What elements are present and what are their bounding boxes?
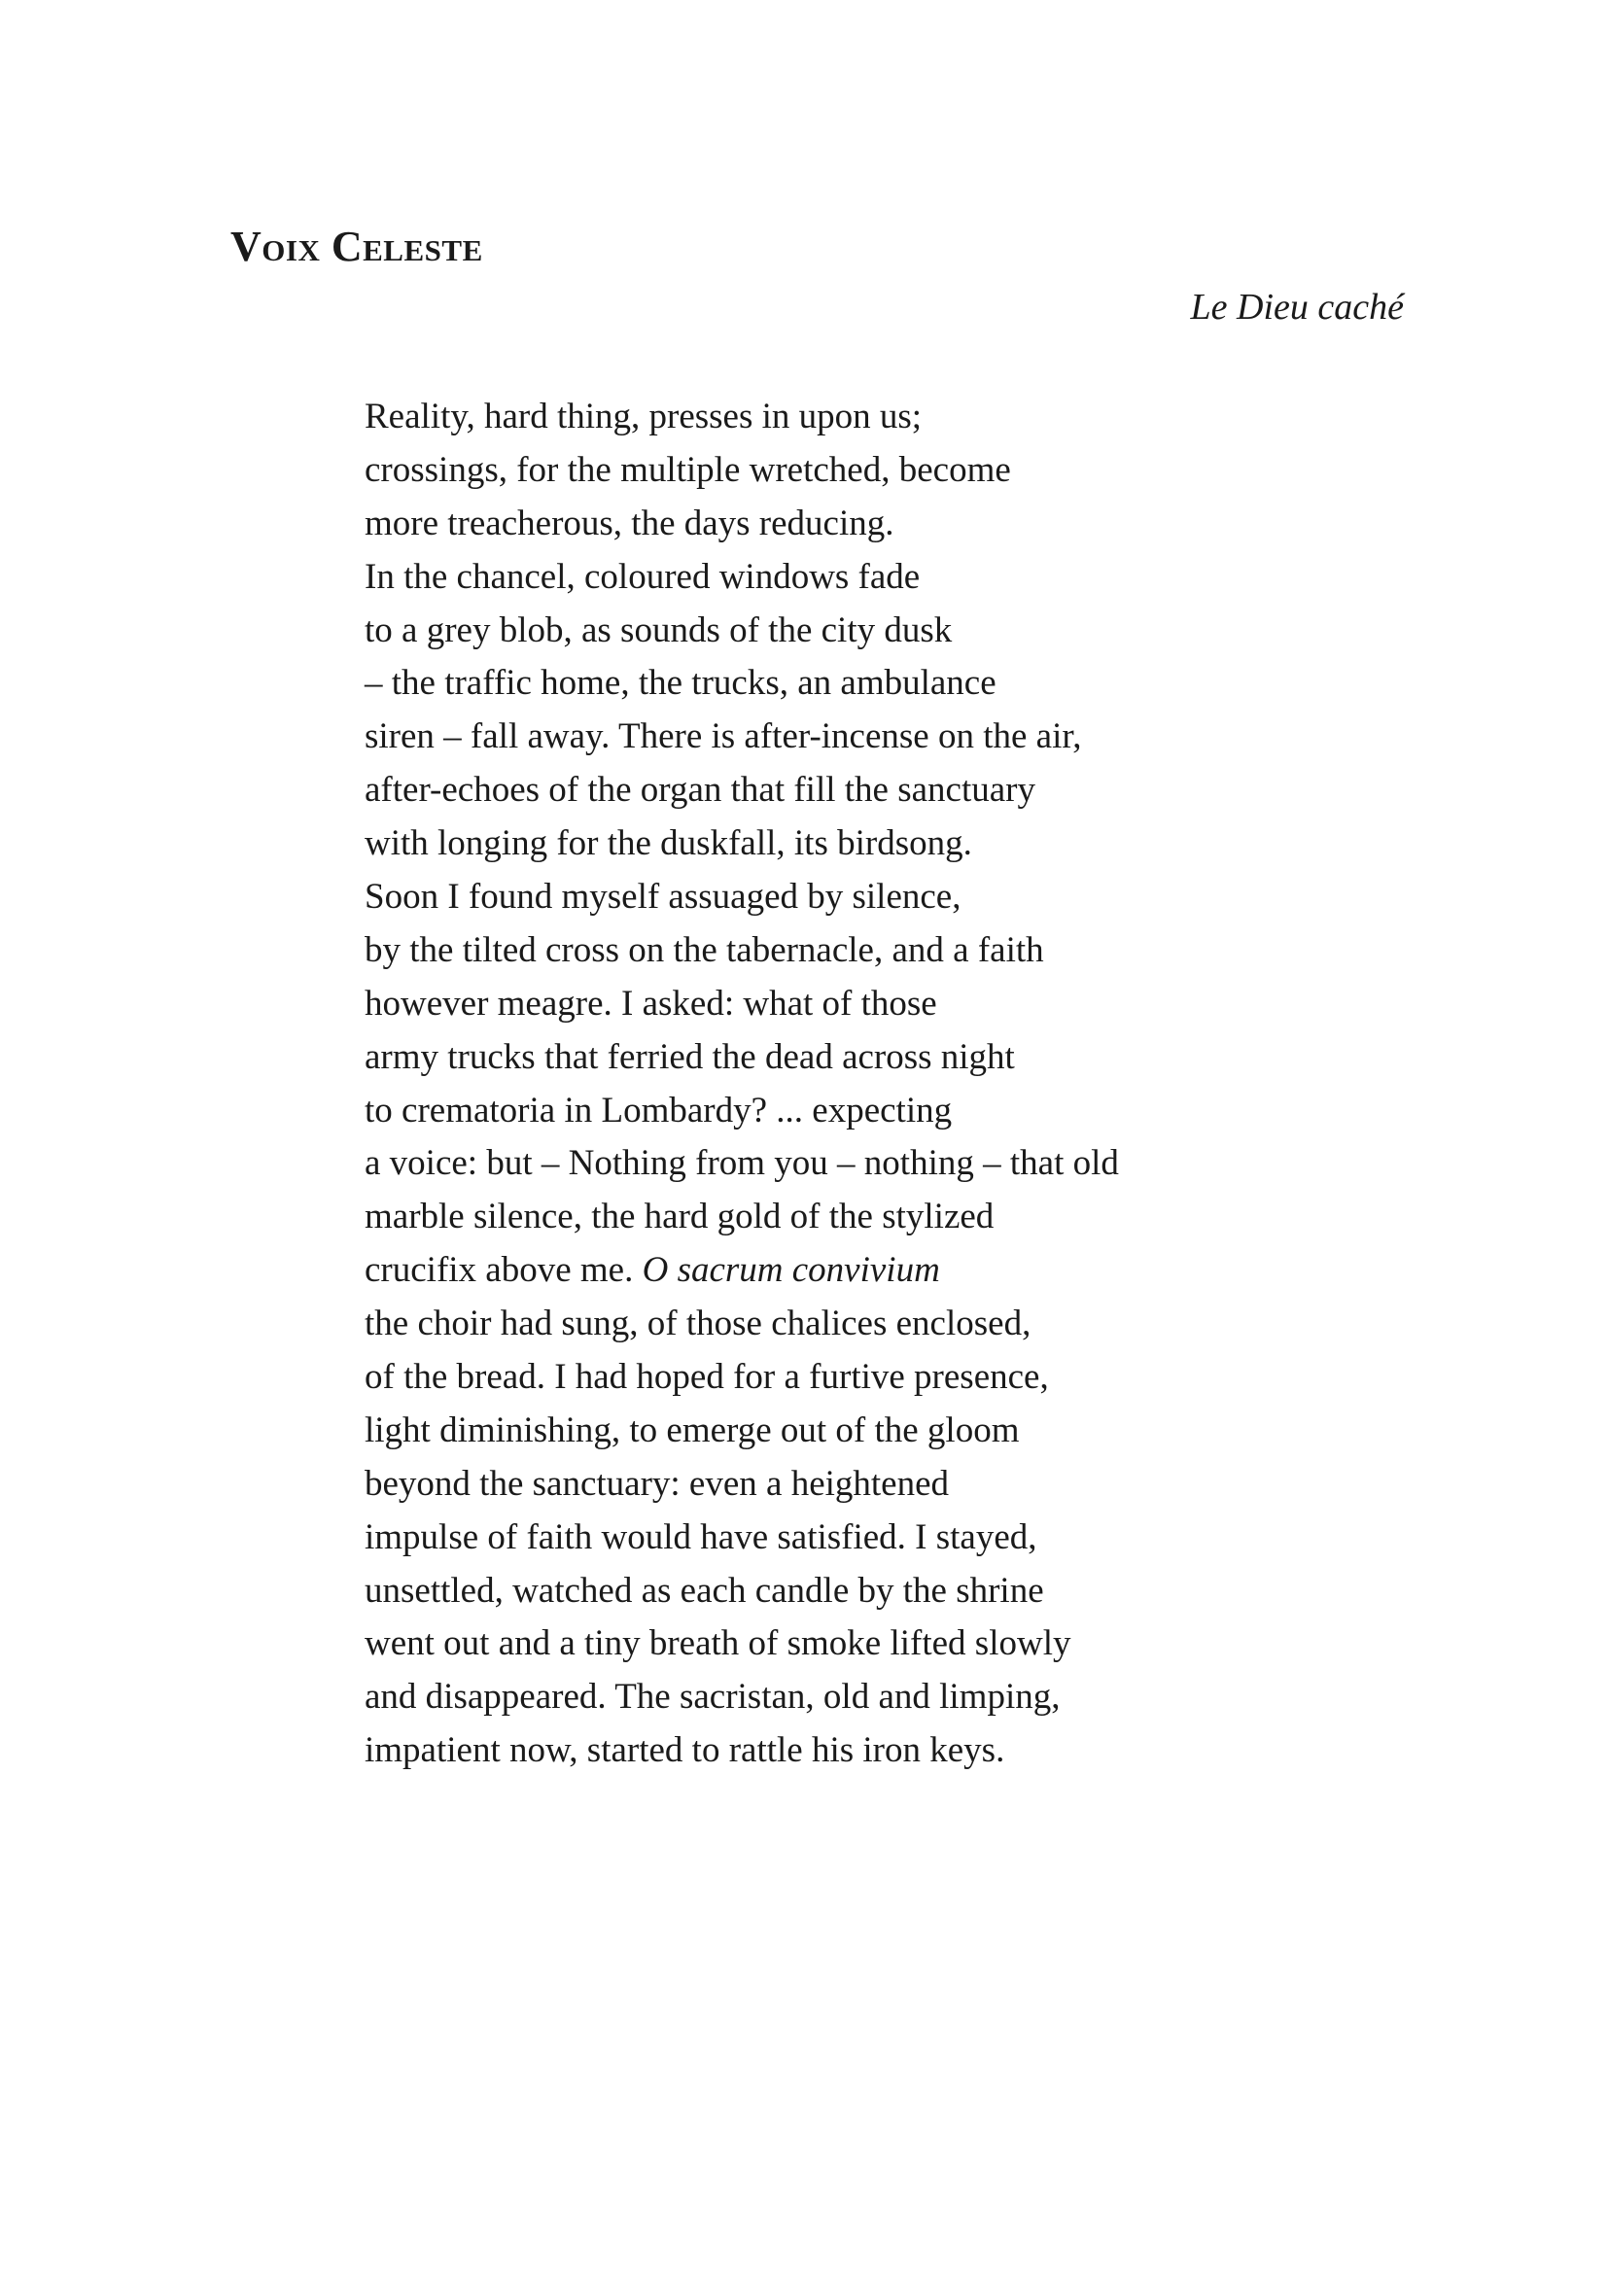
poem-line: light diminishing, to emerge out of the gloom [365,1409,1020,1450]
poem-line: a voice: but – Nothing from you – nothing – that old [365,1143,1119,1184]
poem-line: siren – fall away. There is after-incense on the air, [365,716,1082,757]
poem-epigraph: Le Dieu caché [1190,287,1404,328]
poem-line: impatient now, started to rattle his iron keys. [365,1730,1005,1771]
poem-line: after-echoes of the organ that fill the sanctuary [365,770,1035,811]
poem-line: Soon I found myself assuaged by silence, [365,877,961,918]
poem-line [365,1244,1119,1298]
poem-line: crossings, for the multiple wretched, become [365,449,1011,490]
poem-line: however meagre. I asked: what of those [365,983,937,1024]
poem-line: with longing for the duskfall, its birdsong. [365,823,972,864]
poem-body [365,391,1119,1778]
poem-line: army trucks that ferried the dead across night [365,1036,1015,1077]
poem-line: and disappeared. The sacristan, old and limping, [365,1677,1061,1718]
poem-line: more treacherous, the days reducing. [365,503,894,543]
poem-line: unsettled, watched as each candle by the shrine [365,1570,1044,1611]
poem-line: marble silence, the hard gold of the stylized [365,1197,995,1237]
poem-line: – the traffic home, the trucks, an ambulance [365,663,996,704]
poem-line: to crematoria in Lombardy? ... expecting [365,1090,953,1131]
poem-line: impulse of faith would have satisfied. I stayed, [365,1516,1037,1557]
poem-line-latin: O sacrum convivium [642,1250,940,1291]
poem-title: Voix Celeste [230,223,483,270]
poem-line: the choir had sung, of those chalices enclosed, [365,1304,1031,1344]
poem-line: went out and a tiny breath of smoke lifted slowly [365,1623,1071,1664]
poem-line: to a grey blob, as sounds of the city dusk [365,609,953,650]
poem-line: Reality, hard thing, presses in upon us; [365,397,923,436]
poem-line: by the tilted cross on the tabernacle, and a faith [365,929,1044,970]
poem-line-text: crucifix above me. [365,1250,634,1291]
poem-line: of the bread. I had hoped for a furtive presence, [365,1357,1049,1398]
poem-line: In the chancel, coloured windows fade [365,556,921,597]
poem-line: beyond the sanctuary: even a heightened [365,1463,950,1504]
